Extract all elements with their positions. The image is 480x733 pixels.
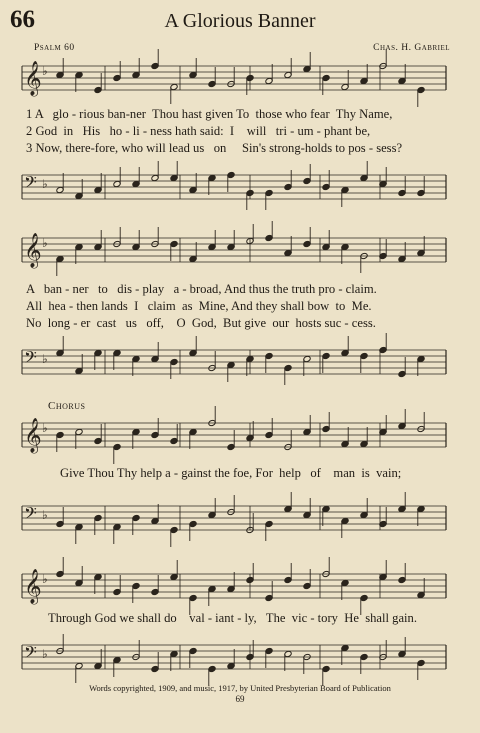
verse-3-line-1: 3 Now, there-fore, who will lead us on Sin's strong-holds to pos - sess? xyxy=(26,141,403,155)
bass-staff-3 xyxy=(0,496,480,546)
verse-1-line-2: A ban - ner to dis - play a - broad, And thus the truth pro - claim. xyxy=(26,282,377,296)
bass-staff-4 xyxy=(0,635,480,685)
verse-3-line-2: No long - er cast us off, O God, But give our hosts suc - cess. xyxy=(26,316,376,330)
treble-clef-icon: 𝄞 xyxy=(24,233,42,268)
key-flat-icon: ♭ xyxy=(42,236,48,250)
chorus-label: Chorus xyxy=(48,400,86,412)
treble-staff-1 xyxy=(0,56,480,106)
chorus-line-2: Through God we shall do val - iant - ly, The vic - tory He shall gain. xyxy=(48,611,417,625)
key-flat-icon: ♭ xyxy=(42,352,48,366)
hymn-title: A Glorious Banner xyxy=(164,10,316,32)
bass-staff-1 xyxy=(0,165,480,215)
page-number: 69 xyxy=(235,694,245,704)
treble-clef-icon: 𝄞 xyxy=(24,569,42,604)
bass-clef-icon: 𝄢 xyxy=(24,642,37,666)
treble-clef-icon: 𝄞 xyxy=(24,418,42,453)
key-flat-icon: ♭ xyxy=(42,508,48,522)
key-flat-icon: ♭ xyxy=(42,421,48,435)
verse-2-line-1: 2 God in His ho - li - ness hath said: I will tri - um - phant be, xyxy=(26,124,371,138)
treble-staff-4 xyxy=(0,564,480,614)
verse-1-line-1: 1 A glo - rious ban-ner Thou hast given To those who fear Thy Name, xyxy=(26,107,393,121)
key-flat-icon: ♭ xyxy=(42,572,48,586)
bass-clef-icon: 𝄢 xyxy=(24,347,37,371)
chorus-line-1: Give Thou Thy help a - gainst the foe, For help of man is vain; xyxy=(60,466,402,480)
bass-clef-icon: 𝄢 xyxy=(24,172,37,196)
treble-clef-icon: 𝄞 xyxy=(24,61,42,96)
composer: Chas. H. Gabriel xyxy=(373,43,450,53)
treble-staff-3 xyxy=(0,413,480,463)
verse-2-line-2: All hea - then lands I claim as Mine, And they shall bow to Me. xyxy=(26,299,372,313)
key-flat-icon: ♭ xyxy=(42,64,48,78)
copyright-notice: Words copyrighted, 1909, and music, 1917, by United Presbyterian Board of Publication xyxy=(89,683,391,693)
hymn-number: 66 xyxy=(10,6,35,33)
treble-staff-2 xyxy=(0,228,480,278)
key-flat-icon: ♭ xyxy=(42,647,48,661)
key-flat-icon: ♭ xyxy=(42,177,48,191)
bass-staff-2 xyxy=(0,340,480,390)
bass-clef-icon: 𝄢 xyxy=(24,503,37,527)
text-source: Psalm 60 xyxy=(34,43,75,53)
